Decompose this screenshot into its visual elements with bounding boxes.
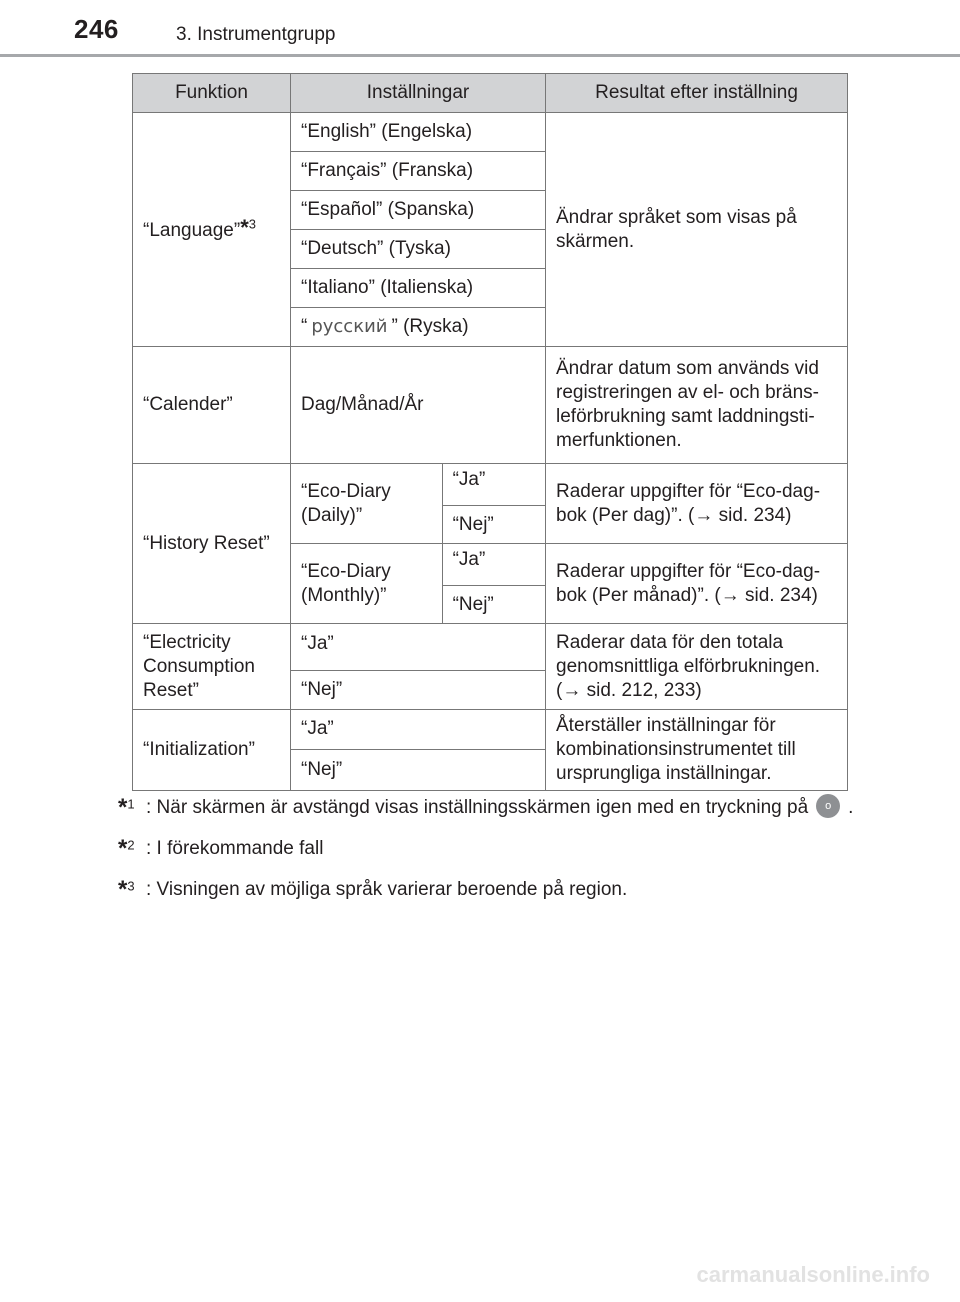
initialization-function-cell: “Initialization” [133,710,291,791]
footnotes [118,795,858,918]
column-header-resultat: Resultat efter inställning [546,74,848,113]
table-row [133,113,848,152]
history-function-cell: “History Reset” [133,464,291,624]
calendar-result-cell: Ändrar datum som används vid registreringen av el- och bräns-leförbrukning samt laddningsti-merfunktionen. [546,347,848,464]
table-row [133,710,848,750]
page-number: 246 [74,14,119,44]
column-header-installningar: Inställningar [291,74,546,113]
table-header-row [133,74,848,113]
table-row [133,347,848,464]
language-option: “Italiano” (Italienska) [291,269,546,308]
language-function-cell [133,113,291,347]
footnote-1 [118,795,858,820]
initialization-yes-cell: “Ja” [291,710,546,750]
odo-button-icon: o [816,794,840,818]
column-header-funktion: Funktion [133,74,291,113]
monthly-result-cell: Raderar uppgifter för “Eco-dag-bok (Per månad)”. (→ sid. 234) [546,544,848,624]
header-divider [0,54,960,57]
footnote-text: : Visningen av möjliga språk varierar beroende på region. [146,879,628,900]
language-option-russian [291,308,546,347]
footnote-marker: *$^3$ [118,876,135,903]
language-option: “Français” (Franska) [291,152,546,191]
language-result-cell: Ändrar språket som visas på skärmen. [546,113,848,347]
footnote-number: 1 [127,796,135,812]
language-option: “Deutsch” (Tyska) [291,230,546,269]
russian-word: русский [311,316,388,337]
footnote-3 [118,877,858,902]
footnote-body [146,795,858,820]
electricity-result-cell: Raderar data för den totala genomsnittliga elförbrukningen. (→ sid. 212, 233) [546,624,848,710]
russian-suffix: ” (Ryska) [391,316,469,337]
electricity-yes-cell: “Ja” [291,624,546,671]
language-function-label: “Language” [143,220,241,241]
eco-diary-monthly-cell: “Eco-Diary (Monthly)” [291,544,443,624]
initialization-result-cell: Återställer inställningar för kombinationsinstrumentet till ursprungliga inställningar. [546,710,848,791]
daily-no-cell: “Nej” [442,506,545,544]
watermark: carmanualsonline.info [696,1262,930,1287]
footnote-marker: *$^1$ [118,794,135,821]
footnote-text: : När skärmen är avstängd visas inställningsskärmen igen med en tryckning på [146,797,809,818]
footnote-marker: *$^2$ [118,835,135,862]
eco-diary-daily-cell: “Eco-Diary (Daily)” [291,464,443,544]
electricity-function-cell: “Electricity Consumption Reset” [133,624,291,710]
settings-table [132,73,848,791]
table-row [133,464,848,506]
footnote-ref: 3 [248,216,256,232]
page-header [0,0,960,60]
footnote-text-end: . [848,797,854,818]
initialization-no-cell: “Nej” [291,749,546,790]
electricity-no-cell: “Nej” [291,671,546,710]
daily-yes-cell: “Ja” [442,464,545,506]
language-option: “Español” (Spanska) [291,191,546,230]
daily-result-cell: Raderar uppgifter för “Eco-dag-bok (Per dag)”. (→ sid. 234) [546,464,848,544]
footnote-number: 3 [127,878,135,894]
monthly-yes-cell: “Ja” [442,544,545,586]
section-title: 3. Instrumentgrupp [176,24,336,45]
footnote-number: 2 [127,837,135,853]
calendar-setting-cell: Dag/Månad/År [291,347,546,464]
footnote-2 [118,836,858,861]
footnote-text: : I förekommande fall [146,838,324,859]
table-row [133,624,848,671]
asterisk-mark: * [240,215,249,240]
monthly-no-cell: “Nej” [442,586,545,624]
language-option: “English” (Engelska) [291,113,546,152]
calendar-function-cell: “Calender” [133,347,291,464]
quote-open: “ [301,316,308,337]
